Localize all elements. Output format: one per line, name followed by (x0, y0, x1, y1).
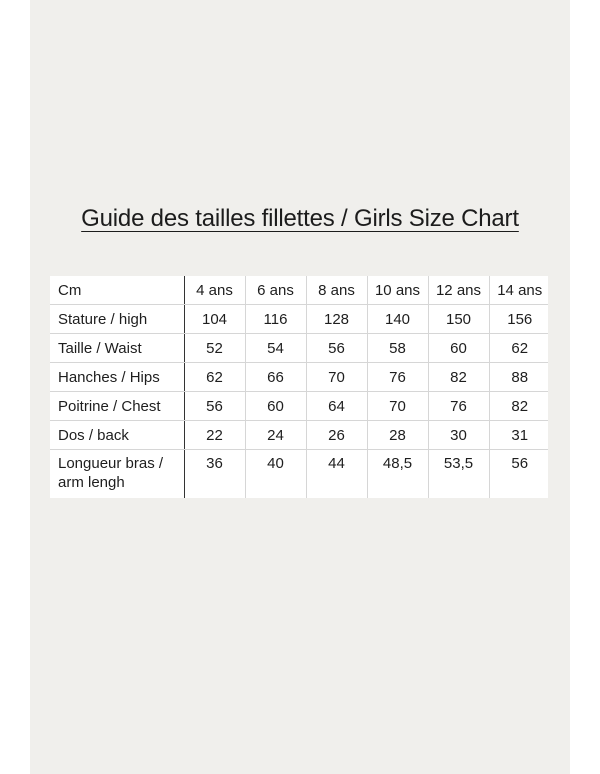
table-cell: 30 (428, 421, 489, 450)
table-cell: 150 (428, 305, 489, 334)
table-header-row (50, 276, 548, 305)
table-cell: 44 (306, 450, 367, 499)
table-cell: 60 (245, 392, 306, 421)
table-cell: 28 (367, 421, 428, 450)
header-cell-size: 8 ans (306, 276, 367, 305)
table-cell: 116 (245, 305, 306, 334)
row-label: Longueur bras / arm lengh (50, 450, 184, 499)
table-cell: 88 (489, 363, 548, 392)
header-cell-size: 6 ans (245, 276, 306, 305)
table-cell: 40 (245, 450, 306, 499)
table-cell: 140 (367, 305, 428, 334)
table-cell: 26 (306, 421, 367, 450)
header-cell-size: 4 ans (184, 276, 245, 305)
table-cell: 64 (306, 392, 367, 421)
table-row (50, 450, 548, 499)
table-cell: 104 (184, 305, 245, 334)
table-cell: 56 (489, 450, 548, 499)
table-cell: 66 (245, 363, 306, 392)
table-cell: 76 (367, 363, 428, 392)
table-cell: 82 (428, 363, 489, 392)
table-cell: 48,5 (367, 450, 428, 499)
table-row (50, 421, 548, 450)
table-cell: 70 (367, 392, 428, 421)
table-row (50, 305, 548, 334)
table-cell: 36 (206, 455, 223, 472)
header-cell-size: 10 ans (367, 276, 428, 305)
table-cell: 62 (489, 334, 548, 363)
header-cell-unit: Cm (50, 276, 184, 305)
table-cell: 52 (184, 334, 245, 363)
table-row (50, 392, 548, 421)
header-cell-size: 12 ans (428, 276, 489, 305)
table-cell: 62 (184, 363, 245, 392)
table-cell: 156 (489, 305, 548, 334)
table-cell: 53,5 (428, 450, 489, 499)
table-cell: 24 (245, 421, 306, 450)
row-label: Poitrine / Chest (50, 392, 184, 421)
row-label: Stature / high (50, 305, 184, 334)
row-label: Dos / back (50, 421, 184, 450)
table-cell: 56 (184, 392, 245, 421)
size-chart-table (50, 276, 548, 498)
table-cell: 60 (428, 334, 489, 363)
table-cell: 58 (367, 334, 428, 363)
table-cell: 128 (306, 305, 367, 334)
header-cell-size: 14 ans (489, 276, 548, 305)
table-cell: 76 (428, 392, 489, 421)
table-cell: 70 (306, 363, 367, 392)
row-label: Taille / Waist (50, 334, 184, 363)
table-row (50, 334, 548, 363)
table-row (50, 363, 548, 392)
table-cell: 31 (489, 421, 548, 450)
table-cell: 54 (245, 334, 306, 363)
page-title: Guide des tailles fillettes / Girls Size Chart (81, 205, 519, 232)
document-page (30, 0, 570, 774)
table-cell: 82 (489, 392, 548, 421)
row-label: Hanches / Hips (50, 363, 184, 392)
table-cell: 22 (184, 421, 245, 450)
table-cell: 56 (306, 334, 367, 363)
